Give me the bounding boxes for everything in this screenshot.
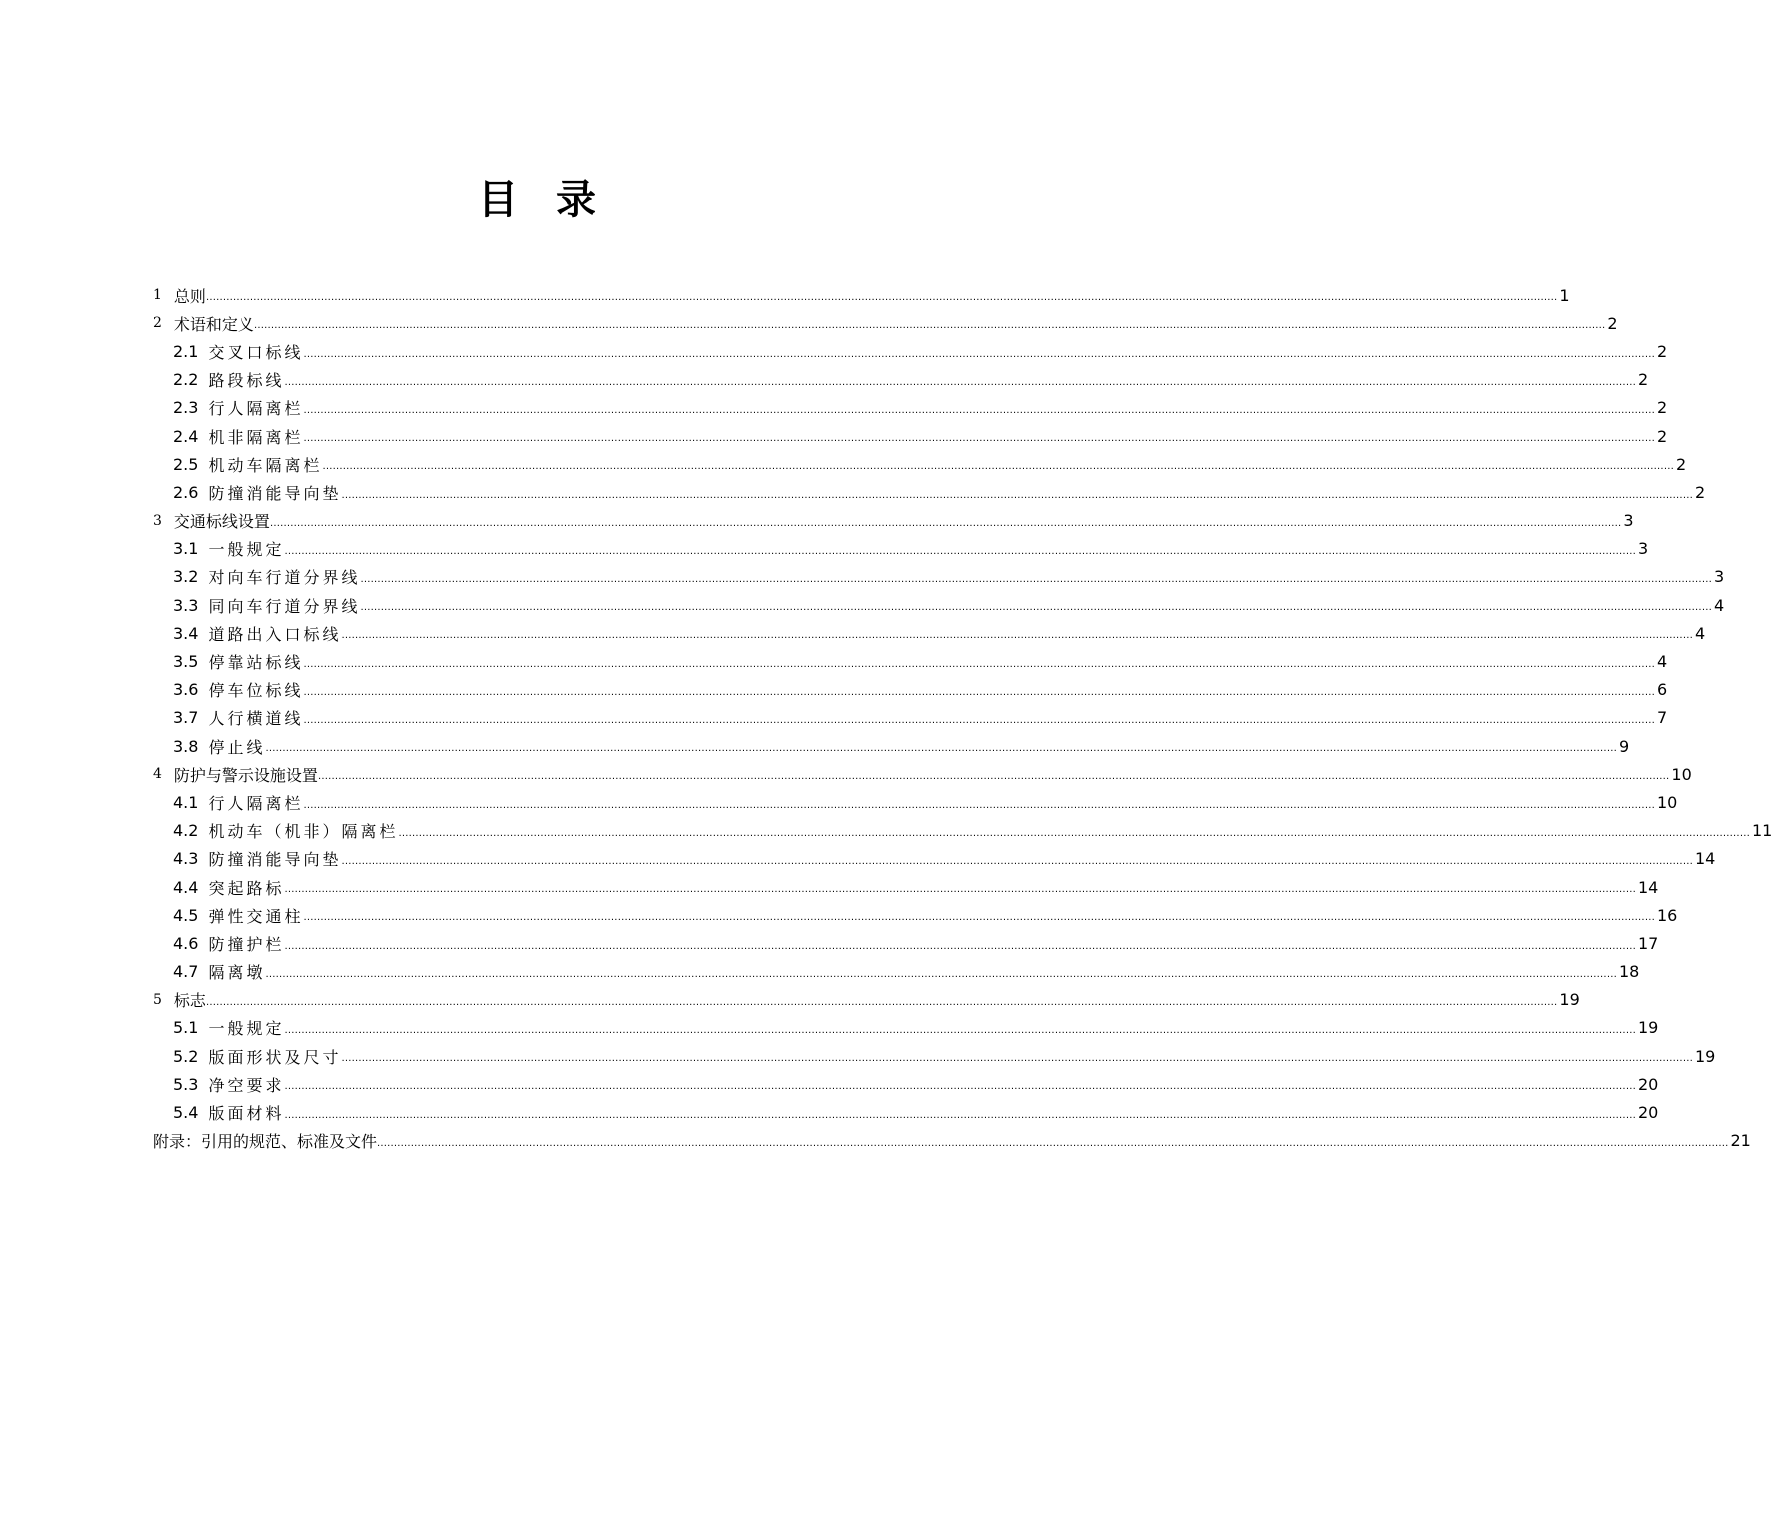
toc-entry-number: 2.1: [173, 341, 199, 361]
toc-dot-leader: ................................................................................................................................................................................................................................................................................................................................................................................................................: [303, 686, 1655, 698]
toc-entry-label: 总则: [173, 286, 206, 306]
toc-entry[interactable]: [153, 394, 1668, 422]
toc-entry-page-number: 19: [1559, 990, 1580, 1010]
toc-entry-page-number: 10: [1671, 764, 1692, 784]
toc-entry-page-number: 17: [1637, 933, 1659, 953]
toc-entry-number: 3.5: [173, 652, 199, 672]
toc-entry-page-number: 2: [1656, 341, 1668, 361]
toc-entry-page-number: 19: [1637, 1018, 1659, 1038]
toc-entry[interactable]: [153, 1127, 1751, 1155]
toc-entry-page-number: 14: [1694, 849, 1716, 869]
toc-dot-leader: ................................................................................................................................................................................................................................................................................................................................................................................................................: [317, 771, 1670, 783]
toc-entry-label: 道路出入口标线: [208, 624, 342, 644]
toc-entry[interactable]: [153, 619, 1706, 647]
toc-entry-number: 3.1: [173, 539, 199, 559]
toc-entry[interactable]: [153, 901, 1678, 929]
toc-entry-page-number: 18: [1618, 962, 1640, 982]
toc-entry-number: 4: [153, 766, 162, 783]
toc-entry[interactable]: [153, 845, 1716, 873]
toc-dot-leader: ................................................................................................................................................................................................................................................................................................................................................................................................................: [265, 743, 1617, 755]
toc-entry-label: 行人隔离栏: [208, 793, 304, 813]
toc-entry-number: 3.6: [173, 680, 199, 700]
toc-entry-page-number: 2: [1637, 370, 1649, 390]
toc-entry[interactable]: [153, 563, 1725, 591]
toc-entry-label: 术语和定义: [173, 314, 254, 334]
toc-entry-number: 2: [153, 315, 162, 332]
toc-entry-page-number: 2: [1675, 454, 1687, 474]
toc-dot-leader: ................................................................................................................................................................................................................................................................................................................................................................................................................: [284, 1025, 1636, 1037]
toc-entry[interactable]: [153, 591, 1725, 619]
toc-entry-label: 标志: [173, 991, 206, 1011]
toc-entry[interactable]: [153, 507, 1634, 535]
toc-dot-leader: ................................................................................................................................................................................................................................................................................................................................................................................................................: [253, 320, 1606, 332]
toc-entry-label: 对向车行道分界线: [208, 568, 361, 588]
toc-entry-page-number: 4: [1656, 652, 1668, 672]
toc-dot-leader: ................................................................................................................................................................................................................................................................................................................................................................................................................: [269, 517, 1622, 529]
toc-entry[interactable]: [153, 1042, 1716, 1070]
toc-entry-label: 突起路标: [208, 878, 285, 898]
toc-dot-leader: ................................................................................................................................................................................................................................................................................................................................................................................................................: [303, 433, 1655, 445]
toc-entry-page-number: 21: [1730, 1131, 1751, 1151]
toc-entry-label: 停靠站标线: [208, 653, 304, 673]
toc-entry[interactable]: [153, 647, 1668, 675]
toc-dot-leader: ................................................................................................................................................................................................................................................................................................................................................................................................................: [303, 912, 1655, 924]
toc-entry[interactable]: [153, 958, 1640, 986]
toc-entry-page-number: 10: [1656, 792, 1678, 812]
toc-entry[interactable]: [153, 817, 1772, 845]
toc-entry-label: 机动车（机非）隔离栏: [208, 822, 399, 842]
toc-dot-leader: ................................................................................................................................................................................................................................................................................................................................................................................................................: [284, 1109, 1636, 1121]
toc-entry-number: 5.3: [173, 1074, 199, 1094]
toc-entry[interactable]: [153, 1014, 1659, 1042]
toc-entry-label: 隔离墩: [208, 963, 266, 983]
toc-entry[interactable]: [153, 704, 1668, 732]
toc-entry-page-number: 2: [1694, 482, 1706, 502]
toc-entry-number: 2.4: [173, 426, 199, 446]
toc-entry-number: 3: [153, 512, 162, 529]
toc-entry-page-number: 19: [1694, 1046, 1716, 1066]
toc-entry-number: 2.2: [173, 370, 199, 390]
toc-entry-number: 5.4: [173, 1103, 199, 1123]
toc-entry-page-number: 4: [1713, 595, 1725, 615]
toc-entry-number: 5.1: [173, 1018, 199, 1038]
toc-entry[interactable]: [153, 422, 1668, 450]
toc-entry-number: 4.2: [173, 821, 199, 841]
toc-entry-number: 4.3: [173, 849, 199, 869]
toc-entry-number: 4.7: [173, 962, 199, 982]
toc-entry-label: 机非隔离栏: [208, 427, 304, 447]
toc-entry-number: 3.2: [173, 567, 199, 587]
toc-entry[interactable]: [153, 986, 1580, 1014]
toc-dot-leader: ................................................................................................................................................................................................................................................................................................................................................................................................................: [322, 461, 1674, 473]
toc-entry-label: 一般规定: [208, 1019, 285, 1039]
toc-entry[interactable]: [153, 873, 1659, 901]
toc-dot-leader: ................................................................................................................................................................................................................................................................................................................................................................................................................: [205, 292, 1558, 304]
toc-entry-number: 2.5: [173, 454, 199, 474]
toc-dot-leader: ................................................................................................................................................................................................................................................................................................................................................................................................................: [303, 348, 1655, 360]
toc-entry[interactable]: [153, 450, 1687, 478]
toc-entry[interactable]: [153, 535, 1649, 563]
toc-entry-page-number: 2: [1656, 398, 1668, 418]
toc-entry-number: 3.7: [173, 708, 199, 728]
toc-dot-leader: ................................................................................................................................................................................................................................................................................................................................................................................................................: [284, 884, 1636, 896]
toc-dot-leader: ................................................................................................................................................................................................................................................................................................................................................................................................................: [284, 376, 1636, 388]
toc-entry-page-number: 11: [1751, 821, 1772, 841]
toc-entry-page-number: 7: [1656, 708, 1668, 728]
toc-dot-leader: ................................................................................................................................................................................................................................................................................................................................................................................................................: [341, 855, 1693, 867]
toc-dot-leader: ................................................................................................................................................................................................................................................................................................................................................................................................................: [303, 404, 1655, 416]
toc-entry[interactable]: [153, 732, 1630, 760]
page-title: [0, 168, 1074, 225]
toc-entry[interactable]: [153, 281, 1570, 309]
toc-entry-page-number: 6: [1656, 680, 1668, 700]
toc-entry-number: 4.1: [173, 792, 199, 812]
toc-entry[interactable]: [153, 788, 1678, 816]
toc-entry-label: 版面材料: [208, 1104, 285, 1124]
toc-entry-page-number: 2: [1607, 313, 1618, 333]
toc-entry-number: 2.3: [173, 398, 199, 418]
toc-entry[interactable]: [153, 366, 1649, 394]
toc-entry-label: 机动车隔离栏: [208, 455, 323, 475]
toc-entry-label: 防撞护栏: [208, 934, 285, 954]
toc-entry-page-number: 9: [1618, 736, 1630, 756]
toc-entry-label: 交叉口标线: [208, 342, 304, 362]
toc-entry-page-number: 20: [1637, 1074, 1659, 1094]
toc-entry-page-number: 16: [1656, 905, 1678, 925]
toc-dot-leader: ................................................................................................................................................................................................................................................................................................................................................................................................................: [377, 1137, 1729, 1149]
toc-dot-leader: ................................................................................................................................................................................................................................................................................................................................................................................................................: [303, 799, 1655, 811]
toc-dot-leader: ................................................................................................................................................................................................................................................................................................................................................................................................................: [360, 574, 1712, 586]
toc-entry[interactable]: [153, 760, 1692, 788]
toc-entry-label: 附录：引用的规范、标准及文件: [153, 1132, 378, 1152]
toc-dot-leader: ................................................................................................................................................................................................................................................................................................................................................................................................................: [341, 489, 1693, 501]
toc-dot-leader: ................................................................................................................................................................................................................................................................................................................................................................................................................: [303, 658, 1655, 670]
toc-entry-number: 1: [153, 287, 162, 304]
toc-entry-number: 4.5: [173, 905, 199, 925]
toc-entry-number: 3.3: [173, 595, 199, 615]
toc-entry-page-number: 1: [1559, 285, 1570, 305]
toc-entry-page-number: 3: [1637, 539, 1649, 559]
toc-entry-label: 停止线: [208, 737, 266, 757]
toc-entry-label: 行人隔离栏: [208, 399, 304, 419]
toc-entry-page-number: 20: [1637, 1103, 1659, 1123]
toc-entry-number: 3.4: [173, 623, 199, 643]
toc-entry[interactable]: [153, 309, 1618, 337]
toc-dot-leader: ................................................................................................................................................................................................................................................................................................................................................................................................................: [265, 968, 1617, 980]
toc-dot-leader: ................................................................................................................................................................................................................................................................................................................................................................................................................: [360, 602, 1712, 614]
toc-entry[interactable]: [153, 676, 1668, 704]
toc-dot-leader: ................................................................................................................................................................................................................................................................................................................................................................................................................: [205, 996, 1558, 1008]
toc-dot-leader: ................................................................................................................................................................................................................................................................................................................................................................................................................: [341, 1053, 1693, 1065]
table-of-contents: [153, 281, 1772, 1155]
toc-entry[interactable]: [153, 929, 1659, 957]
toc-entry-label: 防护与警示设施设置: [173, 765, 318, 785]
toc-dot-leader: ................................................................................................................................................................................................................................................................................................................................................................................................................: [303, 715, 1655, 726]
toc-entry[interactable]: [153, 1070, 1659, 1098]
page-title-char: 目: [478, 176, 518, 223]
toc-dot-leader: ................................................................................................................................................................................................................................................................................................................................................................................................................: [341, 630, 1693, 642]
toc-dot-leader: ................................................................................................................................................................................................................................................................................................................................................................................................................: [284, 545, 1636, 557]
toc-entry-label: 防撞消能导向垫: [208, 483, 342, 503]
toc-entry-number: 5.2: [173, 1046, 199, 1066]
toc-dot-leader: ................................................................................................................................................................................................................................................................................................................................................................................................................: [284, 940, 1636, 952]
toc-entry-label: 一般规定: [208, 540, 285, 560]
toc-entry-label: 路段标线: [208, 371, 285, 391]
toc-entry-page-number: 4: [1694, 623, 1706, 643]
toc-entry[interactable]: [153, 1098, 1659, 1126]
toc-entry-number: 4.4: [173, 877, 199, 897]
toc-dot-leader: ................................................................................................................................................................................................................................................................................................................................................................................................................: [284, 1081, 1636, 1093]
toc-entry-number: 2.6: [173, 482, 199, 502]
toc-entry[interactable]: [153, 478, 1706, 506]
toc-entry-number: 3.8: [173, 736, 199, 756]
toc-dot-leader: ................................................................................................................................................................................................................................................................................................................................................................................................................: [398, 827, 1750, 839]
toc-entry-page-number: 3: [1623, 511, 1634, 531]
toc-entry-label: 防撞消能导向垫: [208, 850, 342, 870]
toc-entry-label: 交通标线设置: [173, 512, 270, 532]
toc-entry-number: 5: [153, 991, 162, 1008]
toc-entry-page-number: 2: [1656, 426, 1668, 446]
toc-entry-number: 4.6: [173, 933, 199, 953]
toc-entry[interactable]: [153, 337, 1668, 365]
toc-entry-label: 弹性交通柱: [208, 906, 304, 926]
toc-entry-label: 停车位标线: [208, 681, 304, 701]
toc-entry-page-number: 3: [1713, 567, 1725, 587]
toc-entry-label: 版面形状及尺寸: [208, 1047, 342, 1067]
toc-entry-label: 人行横道线: [208, 709, 304, 729]
toc-entry-page-number: 14: [1637, 877, 1659, 897]
page-title-char: 录: [556, 176, 596, 223]
toc-entry-label: 同向车行道分界线: [208, 596, 361, 616]
toc-entry-label: 净空要求: [208, 1075, 285, 1095]
